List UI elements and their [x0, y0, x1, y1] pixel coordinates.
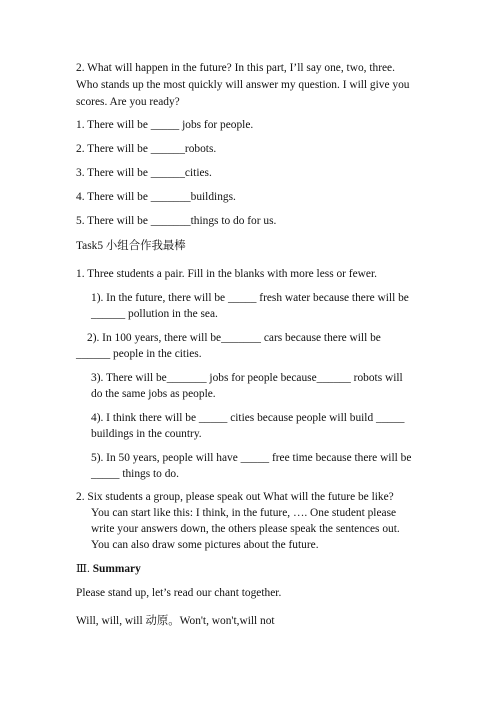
summary-chant — [76, 613, 275, 629]
task5-sub-4-line-2: buildings in the country. — [91, 428, 202, 440]
chant-part-a: Will, will, will — [76, 615, 146, 627]
chant-part-b: Won't, won't,will not — [179, 615, 275, 627]
section2-item-4: 4. There will be _______buildings. — [76, 191, 236, 203]
summary-heading — [76, 562, 141, 577]
section2-item-2: 2. There will be ______robots. — [76, 143, 217, 155]
section2-item-1: 1. There will be _____ jobs for people. — [76, 119, 254, 131]
task5-title-cjk: 小组合作我最棒 — [105, 238, 186, 252]
summary-line-1: Please stand up, let’s read our chant together. — [76, 587, 282, 599]
task5-question-2-line-4: You can also draw some pictures about the future. — [91, 539, 319, 551]
task5-label: Task5 — [76, 240, 104, 252]
task5-question-2-line-3: write your answers down, the others please speak the sentences out. — [91, 523, 400, 535]
section2-item-3: 3. There will be ______cities. — [76, 167, 212, 179]
task5-sub-2-line-1: 2). In 100 years, there will be_______ cars because there will be — [87, 332, 381, 344]
task5-sub-3-line-1: 3). There will be_______ jobs for people because______ robots will — [91, 372, 403, 384]
task5-sub-5-line-1: 5). In 50 years, people will have _____ free time because there will be — [91, 452, 412, 464]
section2-intro-line-1: 2. What will happen in the future? In this part, I’ll say one, two, three. — [76, 62, 395, 74]
task5-sub-1-line-1: 1). In the future, there will be _____ fresh water because there will be — [91, 292, 409, 304]
task5-sub-3-line-2: do the same jobs as people. — [91, 388, 216, 400]
task5-sub-5-line-2: _____ things to do. — [91, 468, 179, 480]
task5-sub-2-line-2: ______ people in the cities. — [76, 348, 202, 360]
section2-intro-line-3: scores. Are you ready? — [76, 96, 180, 108]
task5-sub-4-line-1: 4). I think there will be _____ cities because people will build _____ — [91, 412, 405, 424]
chant-cjk: 动原。 — [145, 613, 180, 627]
task5-question-2-line-2: You can start like this: I think, in the future, …. One student please — [91, 507, 397, 519]
summary-numeral: Ⅲ. — [76, 563, 90, 575]
section2-item-5: 5. There will be _______things to do for us. — [76, 215, 277, 227]
summary-title: Summary — [92, 563, 141, 575]
task5-heading — [76, 238, 186, 254]
task5-question-1: 1. Three students a pair. Fill in the blanks with more less or fewer. — [76, 268, 377, 280]
section2-intro-line-2: Who stands up the most quickly will answer my question. I will give you — [76, 79, 410, 91]
task5-sub-1-line-2: ______ pollution in the sea. — [91, 308, 218, 320]
task5-question-2-line-1: 2. Six students a group, please speak out What will the future be like? — [76, 491, 394, 503]
